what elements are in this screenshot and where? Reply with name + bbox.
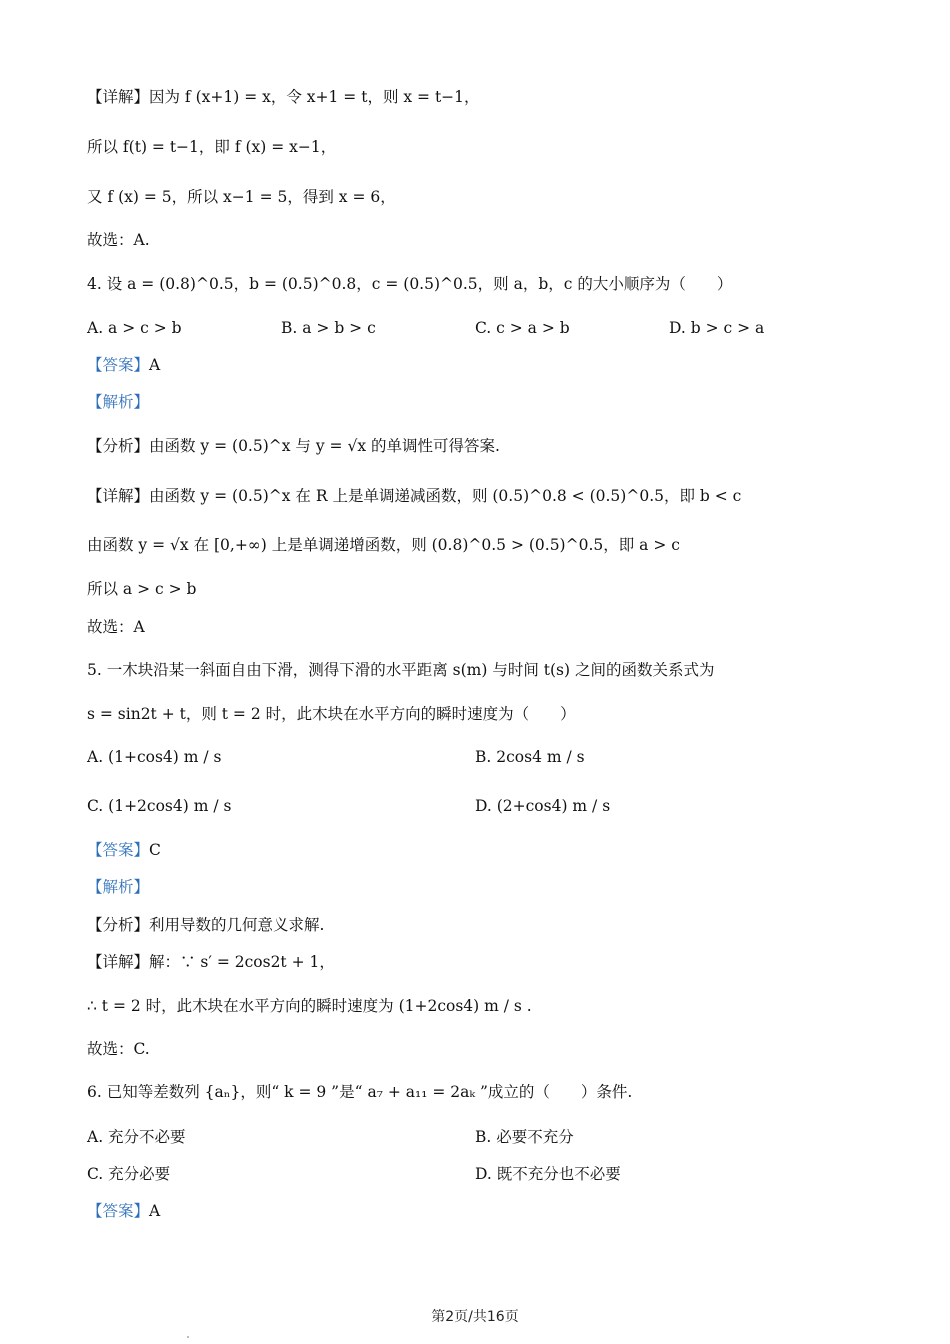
q3-detail-line-1: 【详解】因为 f (x+1) = x，令 x+1 = t，则 x = t−1，: [87, 88, 480, 106]
q4-option-b: B. a > b > c: [281, 319, 376, 337]
q6-answer: [87, 1200, 160, 1222]
q5-stem-2: s = sin2t + t，则 t = 2 时，此木块在水平方向的瞬时速度为（ ）: [87, 705, 576, 723]
q4-option-a: A. a > c > b: [87, 319, 182, 337]
q6-option-a: A. 充分不必要: [87, 1128, 186, 1146]
page-footer: 第2页/共16页: [431, 1309, 519, 1325]
q6-option-d: D. 既不充分也不必要: [475, 1165, 621, 1183]
q5-analysis: 【分析】利用导数的几何意义求解.: [87, 916, 325, 934]
q3-choice: 故选：A.: [87, 231, 150, 249]
q4-detail-1: 【详解】由函数 y = (0.5)^x 在 R 上是单调递减函数，则 (0.5)^0.8 < (0.5)^0.5，即 b < c: [87, 487, 742, 505]
q5-choice: 故选：C.: [87, 1040, 150, 1058]
answer-tag: 【答案】: [87, 356, 150, 374]
q4-stem: 4. 设 a = (0.8)^0.5，b = (0.5)^0.8，c = (0.5)^0.5，则 a，b，c 的大小顺序为（ ）: [87, 275, 733, 293]
q3-detail-line-2: 所以 f(t) = t−1，即 f (x) = x−1，: [87, 138, 337, 156]
q4-answer: [87, 354, 160, 376]
q6-option-c: C. 充分必要: [87, 1165, 171, 1183]
q4-detail-3: 所以 a > c > b: [87, 580, 197, 598]
q5-detail-2: ∴ t = 2 时，此木块在水平方向的瞬时速度为 (1+2cos4) m / s .: [87, 997, 532, 1015]
answer-value: A: [149, 1202, 161, 1220]
q6-option-b: B. 必要不充分: [475, 1128, 574, 1146]
q4-option-d: D. b > c > a: [669, 319, 765, 337]
answer-tag: 【答案】: [87, 841, 150, 859]
q4-analysis-tag: 【解析】: [87, 393, 150, 411]
answer-tag: 【答案】: [87, 1202, 150, 1220]
answer-value: C: [149, 841, 161, 859]
q5-option-b: B. 2cos4 m / s: [475, 748, 585, 766]
q5-option-c: C. (1+2cos4) m / s: [87, 797, 232, 815]
q5-analysis-tag: 【解析】: [87, 878, 150, 896]
q4-analysis: 【分析】由函数 y = (0.5)^x 与 y = √x 的单调性可得答案.: [87, 437, 500, 455]
q4-detail-2: 由函数 y = √x 在 [0,+∞) 上是单调递增函数，则 (0.8)^0.5 > (0.5)^0.5，即 a > c: [87, 536, 680, 554]
q4-option-c: C. c > a > b: [475, 319, 570, 337]
q5-stem-1: 5. 一木块沿某一斜面自由下滑，测得下滑的水平距离 s(m) 与时间 t(s) 之间的函数关系式为: [87, 661, 715, 679]
page-mark-dot: [187, 1336, 189, 1338]
q5-option-a: A. (1+cos4) m / s: [87, 748, 222, 766]
q5-detail-1: 【详解】解：∵ s′ = 2cos2t + 1，: [87, 953, 335, 971]
q5-answer: [87, 839, 161, 861]
q6-stem: 6. 已知等差数列 {aₙ}，则“ k = 9 ”是“ a₇ + a₁₁ = 2aₖ ”成立的（ ）条件.: [87, 1083, 633, 1101]
q5-option-d: D. (2+cos4) m / s: [475, 797, 611, 815]
q3-detail-line-3: 又 f (x) = 5，所以 x−1 = 5，得到 x = 6，: [87, 188, 396, 206]
answer-value: A: [149, 356, 161, 374]
q4-choice: 故选：A: [87, 618, 145, 636]
